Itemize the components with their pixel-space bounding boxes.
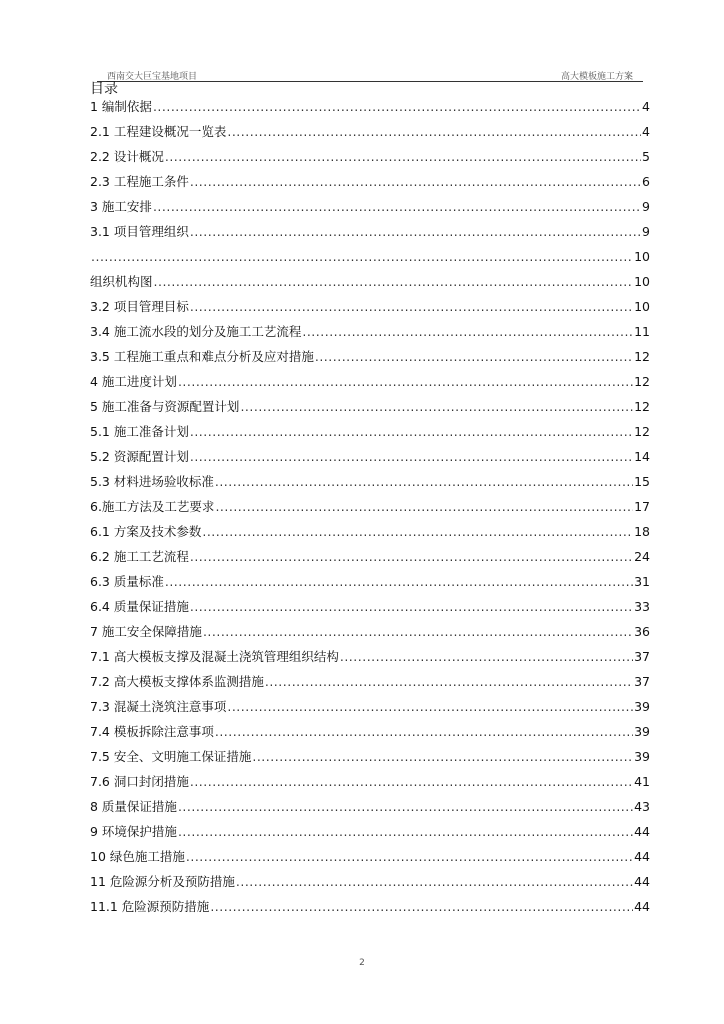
toc-dot-leader — [190, 422, 633, 442]
toc-dot-leader — [210, 897, 633, 917]
toc-entry-title: 6.4 质量保证措施 — [90, 599, 189, 614]
toc-dot-leader — [215, 497, 633, 517]
toc-entry-title: 7.2 高大模板支撑体系监测措施 — [90, 674, 264, 689]
toc-entry-page: 36 — [634, 624, 650, 639]
toc-dot-leader — [178, 372, 633, 392]
toc-entry-title: 6.1 方案及技术参数 — [90, 524, 202, 539]
toc-dot-leader — [153, 197, 641, 217]
toc-dot-leader — [178, 822, 633, 842]
toc-entry[interactable] — [90, 122, 650, 147]
toc-entry-page: 4 — [642, 124, 650, 139]
toc-dot-leader — [215, 722, 633, 742]
toc-entry-title: 6.施工方法及工艺要求 — [90, 499, 215, 514]
toc-entry-page: 9 — [642, 224, 650, 239]
toc-entry[interactable] — [90, 747, 650, 772]
toc-dot-leader — [202, 522, 633, 542]
toc-entry-page: 44 — [634, 824, 650, 839]
toc-entry[interactable] — [90, 197, 650, 222]
toc-entry-title: 组织机构图 — [90, 274, 153, 289]
toc-dot-leader — [153, 97, 641, 117]
toc-entry-page: 24 — [634, 549, 650, 564]
toc-dot-leader — [91, 247, 633, 267]
toc-entry-title: 4 施工进度计划 — [90, 374, 177, 389]
toc-entry-page: 17 — [634, 499, 650, 514]
toc-dot-leader — [190, 172, 641, 192]
toc-dot-leader — [203, 622, 633, 642]
toc-entry[interactable] — [90, 172, 650, 197]
toc-entry-title: 2.3 工程施工条件 — [90, 174, 189, 189]
toc-entry[interactable] — [90, 472, 650, 497]
toc-entry-title: 3.4 施工流水段的划分及施工工艺流程 — [90, 324, 302, 339]
toc-entry[interactable] — [90, 847, 650, 872]
toc-entry-page: 11 — [634, 324, 650, 339]
toc-entry-page: 12 — [634, 424, 650, 439]
page-header — [97, 72, 643, 82]
toc-dot-leader — [186, 847, 633, 867]
toc-entry-page: 44 — [634, 874, 650, 889]
toc-dot-leader — [265, 672, 633, 692]
toc-entry-page: 10 — [634, 249, 650, 264]
toc-entry-page: 6 — [642, 174, 650, 189]
toc-dot-leader — [190, 222, 641, 242]
table-of-contents — [90, 97, 650, 922]
toc-entry[interactable] — [90, 372, 650, 397]
toc-dot-leader — [236, 872, 633, 892]
toc-dot-leader — [227, 697, 633, 717]
toc-entry[interactable] — [90, 722, 650, 747]
toc-entry-page: 41 — [634, 774, 650, 789]
toc-entry-title: 11.1 危险源预防措施 — [90, 899, 210, 914]
toc-entry[interactable] — [90, 522, 650, 547]
toc-dot-leader — [190, 547, 633, 567]
header-project-name: 西南交大巨宝基地项目 — [107, 72, 198, 82]
toc-dot-leader — [154, 272, 634, 292]
toc-entry-title: 5.3 材料进场验收标准 — [90, 474, 214, 489]
toc-entry-title: 9 环境保护措施 — [90, 824, 177, 839]
toc-dot-leader — [252, 747, 633, 767]
toc-entry[interactable] — [90, 147, 650, 172]
toc-entry[interactable] — [90, 222, 650, 247]
toc-entry-page: 18 — [634, 524, 650, 539]
toc-entry[interactable] — [90, 572, 650, 597]
toc-entry-page: 14 — [634, 449, 650, 464]
toc-entry-title: 5 施工准备与资源配置计划 — [90, 399, 240, 414]
header-rule — [97, 81, 643, 82]
toc-entry-title: 7.4 模板拆除注意事项 — [90, 724, 214, 739]
toc-entry-title: 2.1 工程建设概况一览表 — [90, 124, 227, 139]
toc-entry[interactable] — [90, 647, 650, 672]
toc-entry-title: 7 施工安全保障措施 — [90, 624, 202, 639]
toc-entry-title: 8 质量保证措施 — [90, 799, 177, 814]
toc-entry[interactable] — [90, 497, 650, 522]
toc-entry-title: 5.1 施工准备计划 — [90, 424, 189, 439]
toc-entry-title: 2.2 设计概况 — [90, 149, 164, 164]
toc-entry[interactable] — [90, 822, 650, 847]
toc-entry-page: 43 — [634, 799, 650, 814]
toc-dot-leader — [215, 472, 633, 492]
toc-entry[interactable] — [90, 297, 650, 322]
toc-entry-title: 3.5 工程施工重点和难点分析及应对措施 — [90, 349, 314, 364]
toc-entry-page: 10 — [634, 299, 650, 314]
toc-entry-page: 10 — [634, 274, 650, 289]
toc-entry[interactable] — [90, 447, 650, 472]
toc-dot-leader — [190, 597, 633, 617]
toc-dot-leader — [240, 397, 633, 417]
toc-entry-page: 4 — [642, 99, 650, 114]
toc-entry-page: 37 — [634, 649, 650, 664]
toc-entry-page: 12 — [634, 399, 650, 414]
toc-title: 目录 — [90, 81, 118, 97]
toc-dot-leader — [340, 647, 633, 667]
toc-entry-page: 12 — [634, 374, 650, 389]
toc-entry-page: 9 — [642, 199, 650, 214]
toc-entry-page: 44 — [634, 849, 650, 864]
toc-entry-page: 33 — [634, 599, 650, 614]
toc-dot-leader — [302, 322, 633, 342]
toc-entry[interactable] — [90, 347, 650, 372]
toc-dot-leader — [165, 147, 641, 167]
toc-entry-page: 5 — [642, 149, 650, 164]
toc-entry[interactable] — [90, 872, 650, 897]
toc-entry[interactable] — [90, 547, 650, 572]
toc-dot-leader — [190, 772, 633, 792]
toc-entry-title: 7.5 安全、文明施工保证措施 — [90, 749, 252, 764]
toc-entry-page: 39 — [634, 724, 650, 739]
toc-entry[interactable] — [90, 272, 650, 297]
toc-entry[interactable] — [90, 597, 650, 622]
toc-entry[interactable] — [90, 897, 650, 922]
toc-dot-leader — [227, 122, 641, 142]
header-document-name: 高大模板施工方案 — [560, 72, 633, 82]
toc-entry-title: 3.2 项目管理目标 — [90, 299, 189, 314]
toc-entry-title: 7.1 高大模板支撑及混凝土浇筑管理组织结构 — [90, 649, 339, 664]
toc-entry-page: 15 — [634, 474, 650, 489]
toc-entry[interactable] — [90, 322, 650, 347]
toc-entry[interactable] — [90, 697, 650, 722]
toc-dot-leader — [178, 797, 633, 817]
toc-entry-title: 3 施工安排 — [90, 199, 152, 214]
toc-entry-title: 7.3 混凝土浇筑注意事项 — [90, 699, 227, 714]
toc-entry[interactable] — [90, 422, 650, 447]
page-number: 2 — [359, 958, 365, 968]
toc-entry[interactable] — [90, 397, 650, 422]
toc-entry[interactable] — [90, 797, 650, 822]
toc-entry[interactable] — [90, 97, 650, 122]
toc-entry-title: 5.2 资源配置计划 — [90, 449, 189, 464]
toc-dot-leader — [190, 297, 633, 317]
toc-entry-title: 6.3 质量标准 — [90, 574, 164, 589]
toc-dot-leader — [315, 347, 633, 367]
toc-entry-title: 6.2 施工工艺流程 — [90, 549, 189, 564]
toc-entry-page: 39 — [634, 749, 650, 764]
toc-entry-page: 44 — [634, 899, 650, 914]
toc-entry[interactable] — [90, 672, 650, 697]
toc-entry-title: 10 绿色施工措施 — [90, 849, 185, 864]
toc-entry[interactable] — [90, 247, 650, 272]
toc-entry-title: 1 编制依据 — [90, 99, 152, 114]
toc-entry[interactable] — [90, 622, 650, 647]
toc-entry-page: 39 — [634, 699, 650, 714]
toc-entry-page: 31 — [634, 574, 650, 589]
toc-entry-page: 37 — [634, 674, 650, 689]
toc-dot-leader — [165, 572, 633, 592]
toc-entry-title: 11 危险源分析及预防措施 — [90, 874, 235, 889]
toc-dot-leader — [190, 447, 633, 467]
toc-entry-title: 7.6 洞口封闭措施 — [90, 774, 189, 789]
toc-entry[interactable] — [90, 772, 650, 797]
toc-entry-title: 3.1 项目管理组织 — [90, 224, 189, 239]
toc-entry-page: 12 — [634, 349, 650, 364]
